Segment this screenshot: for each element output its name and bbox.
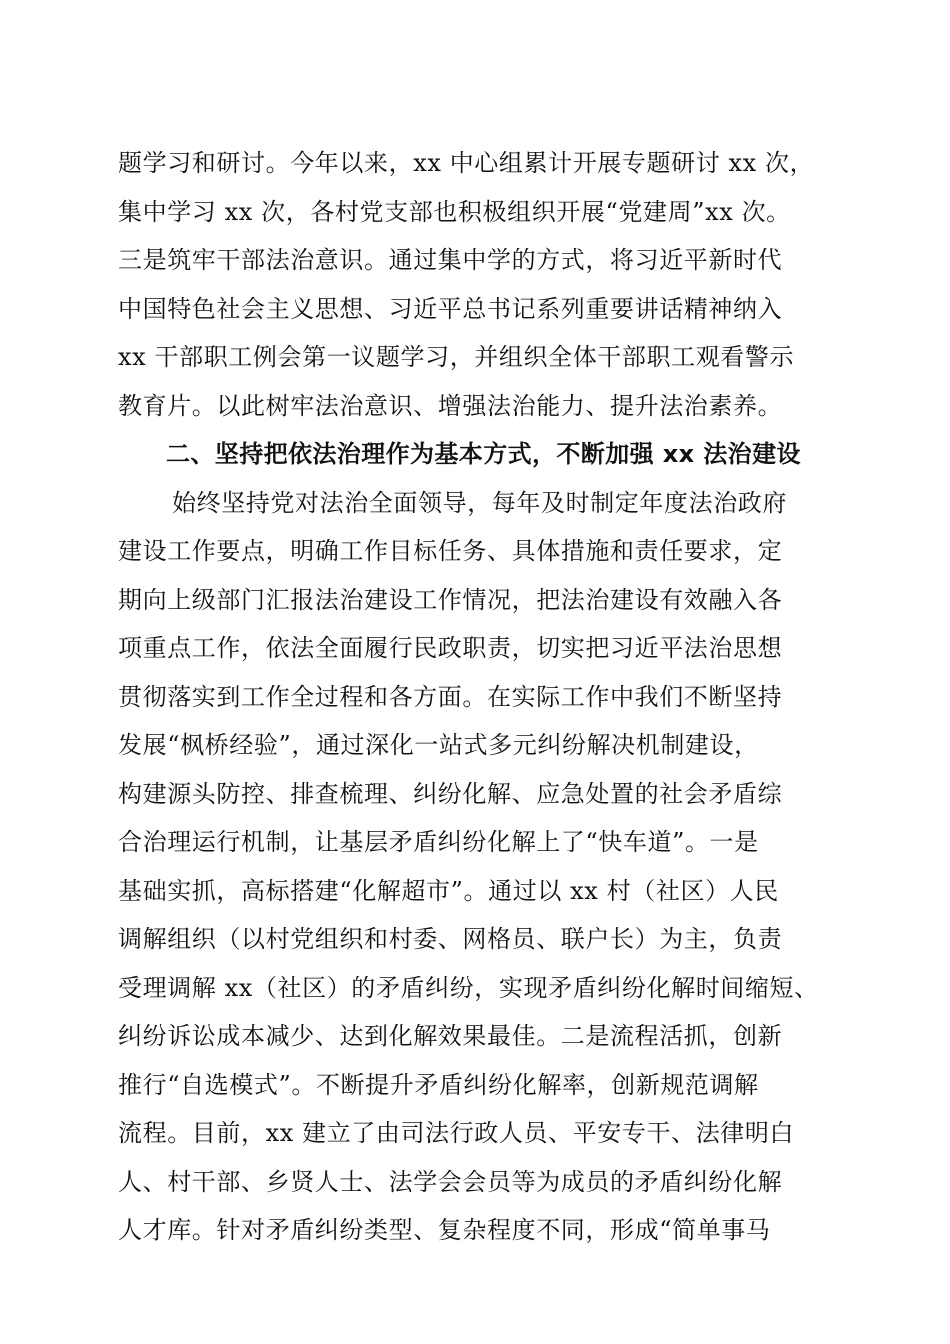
text-line-20: 推行“自选模式”。不断提升矛盾纠纷化解率，创新规范调解	[118, 1070, 759, 1099]
document-body	[118, 139, 858, 1255]
text-line-5: xx 干部职工例会第一议题学习，并组织全体干部职工观看警示	[118, 343, 795, 371]
text-line-11: 项重点工作，依法全面履行民政职责，切实把习近平法治思想	[118, 634, 783, 662]
section-heading: 二、坚持把依法治理作为基本方式，不断加强 xx 法治建设	[166, 440, 801, 468]
text-line-1: 题学习和研讨。今年以来，xx 中心组累计开展专题研讨 xx 次，	[118, 149, 815, 177]
text-line-21: 流程。目前，xx 建立了由司法行政人员、平安专干、法律明白	[118, 1119, 795, 1147]
text-line-9: 建设工作要点，明确工作目标任务、具体措施和责任要求，定	[118, 537, 783, 565]
text-line-3: 三是筑牢干部法治意识。通过集中学的方式，将习近平新时代	[118, 246, 783, 274]
text-line-12: 贯彻落实到工作全过程和各方面。在实际工作中我们不断坚持	[118, 682, 783, 711]
text-line-17: 调解组织（以村党组织和村委、网格员、联户长）为主，负责	[118, 925, 783, 953]
text-line-19: 纠纷诉讼成本减少、达到化解效果最佳。二是流程活抓，创新	[118, 1022, 783, 1050]
text-line-16: 基础实抓，高标搭建“化解超市”。通过以 xx 村（社区）人民	[118, 876, 779, 905]
text-line-6: 教育片。以此树牢法治意识、增强法治能力、提升法治素养。	[118, 391, 783, 420]
text-line-13: 发展“枫桥经验”，通过深化一站式多元纠纷解决机制建设，	[118, 731, 759, 759]
text-line-18: 受理调解 xx（社区）的矛盾纠纷，实现矛盾纠纷化解时间缩短、	[118, 973, 819, 1002]
text-line-22: 人、村干部、乡贤人士、法学会会员等为成员的矛盾纠纷化解	[118, 1167, 783, 1196]
paragraph-first-line: 始终坚持党对法治全面领导，每年及时制定年度法治政府	[172, 488, 787, 517]
text-line-2: 集中学习 xx 次，各村党支部也积极组织开展“党建周”xx 次。	[118, 197, 791, 226]
text-line-15: 合治理运行机制，让基层矛盾纠纷化解上了“快车道”。一是	[118, 828, 759, 856]
text-line-4: 中国特色社会主义思想、习近平总书记系列重要讲话精神纳入	[118, 294, 783, 323]
text-line-14: 构建源头防控、排查梳理、纠纷化解、应急处置的社会矛盾综	[118, 779, 783, 808]
text-line-23: 人才库。针对矛盾纠纷类型、复杂程度不同，形成“简单事马	[118, 1216, 771, 1244]
text-line-10: 期向上级部门汇报法治建设工作情况，把法治建设有效融入各	[118, 585, 783, 614]
